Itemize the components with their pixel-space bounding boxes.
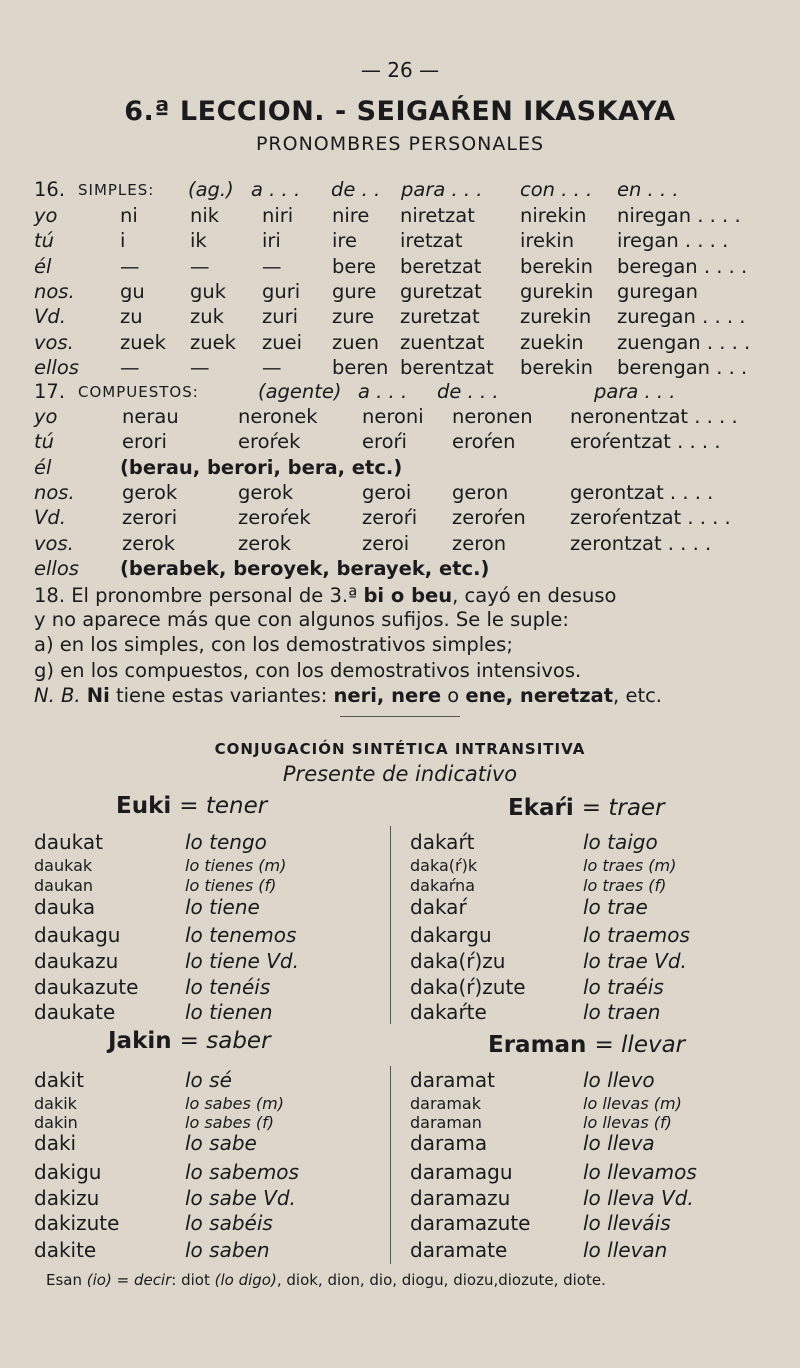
- pronoun-cell: zuri: [262, 305, 299, 328]
- pronoun-cell: iregan . . . .: [617, 229, 729, 252]
- verb-gloss: lo tenéis: [185, 975, 271, 999]
- verb-gloss: lo tiene: [185, 895, 260, 919]
- pronoun-cell: ik: [190, 229, 207, 252]
- person-label: tú: [34, 229, 55, 252]
- verb-gloss: lo sabemos: [185, 1160, 299, 1184]
- pronoun-cell: zerok: [122, 532, 176, 555]
- pronoun-cell: neronen: [452, 405, 533, 428]
- verb-form: daramazute: [410, 1211, 531, 1235]
- verb-gloss: lo traen: [583, 1000, 661, 1024]
- pronoun-cell: gurekin: [520, 280, 594, 303]
- pronoun-cell: neronek: [238, 405, 318, 428]
- pronoun-cell: guretzat: [400, 280, 482, 303]
- pronoun-cell: ire: [332, 229, 358, 252]
- verb-gloss: lo tiene Vd.: [185, 949, 299, 973]
- pronoun-cell: zerok: [238, 532, 292, 555]
- person-label: vos.: [34, 532, 74, 555]
- verb-heading-jakin: Jakin = saber: [108, 1028, 271, 1054]
- verb-gloss: lo lleva Vd.: [583, 1186, 694, 1210]
- verb-form: dakaŕna: [410, 876, 475, 895]
- verb-form: dakaŕte: [410, 1000, 487, 1024]
- note-18-line4: g) en los compuestos, con los demostrativos intensivos.: [34, 659, 582, 682]
- verb-gloss: lo tienes (f): [185, 876, 277, 895]
- heading-col: con . . .: [520, 178, 593, 201]
- verb-form: daukazute: [34, 975, 139, 999]
- pronoun-cell: —: [190, 255, 210, 278]
- pronoun-cell: neroni: [362, 405, 424, 428]
- pronoun-cell: zuek: [190, 331, 236, 354]
- pronoun-note: (berau, berori, bera, etc.): [120, 456, 403, 479]
- nota-bene: N. B. Ni tiene estas variantes: neri, nere o ene, neretzat, etc.: [34, 684, 663, 707]
- verb-gloss: lo sabéis: [185, 1211, 273, 1235]
- item-number: 16.: [34, 178, 66, 201]
- verb-form: daukate: [34, 1000, 116, 1024]
- verb-gloss: lo taigo: [583, 830, 658, 854]
- person-label: ellos: [34, 356, 79, 379]
- heading-col: para . . .: [401, 178, 483, 201]
- verb-form: daki: [34, 1131, 77, 1155]
- verb-gloss: lo tienen: [185, 1000, 273, 1024]
- pronoun-cell: berekin: [520, 356, 594, 379]
- verb-form: dakaŕt: [410, 830, 475, 854]
- pronoun-cell: berengan . . .: [617, 356, 748, 379]
- pronoun-cell: zeroŕi: [362, 506, 418, 529]
- verb-gloss: lo saben: [185, 1238, 270, 1262]
- page-number: — 26 —: [360, 58, 440, 82]
- heading-col: en . . .: [617, 178, 679, 201]
- verb-gloss: lo llevamos: [583, 1160, 697, 1184]
- verb-gloss: lo tienes (m): [185, 856, 287, 875]
- pronoun-cell: berentzat: [400, 356, 494, 379]
- verb-heading-euki: Euki = tener: [116, 793, 268, 819]
- pronoun-cell: nerau: [122, 405, 179, 428]
- verb-gloss: lo sabes (m): [185, 1094, 284, 1113]
- column-divider: [390, 1066, 391, 1264]
- pronoun-cell: beretzat: [400, 255, 482, 278]
- verb-gloss: lo sabes (f): [185, 1113, 274, 1132]
- heading-label: COMPUESTOS:: [78, 383, 199, 401]
- pronoun-cell: zerori: [122, 506, 178, 529]
- verb-form: daukagu: [34, 923, 121, 947]
- pronoun-cell: zu: [120, 305, 143, 328]
- verb-gloss: lo traes (f): [583, 876, 667, 895]
- pronoun-cell: gerontzat . . . .: [570, 481, 714, 504]
- heading-col: de . . .: [437, 380, 499, 403]
- pronoun-cell: eroŕi: [362, 430, 407, 453]
- pronoun-cell: iri: [262, 229, 281, 252]
- note-18-line3: a) en los simples, con los demostrativos simples;: [34, 633, 513, 656]
- pronoun-cell: guregan: [617, 280, 699, 303]
- verb-form: daramazu: [410, 1186, 511, 1210]
- tense-heading: Presente de indicativo: [282, 762, 518, 786]
- pronoun-cell: eroŕek: [238, 430, 301, 453]
- footer-note: Esan (io) = decir: diot (lo digo), diok, dion, dio, diogu, diozu,diozute, diote.: [46, 1271, 606, 1289]
- verb-gloss: lo llevas (m): [583, 1094, 682, 1113]
- pronoun-cell: guk: [190, 280, 227, 303]
- person-label: él: [34, 255, 52, 278]
- verb-heading-eraman: Eraman = llevar: [488, 1032, 686, 1058]
- pronoun-cell: zuek: [120, 331, 166, 354]
- pronoun-cell: i: [120, 229, 126, 252]
- verb-gloss: lo sabe: [185, 1131, 257, 1155]
- pronoun-cell: nirekin: [520, 204, 587, 227]
- verb-gloss: lo trae: [583, 895, 648, 919]
- person-label: nos.: [34, 280, 75, 303]
- pronoun-cell: zure: [332, 305, 375, 328]
- pronoun-cell: gure: [332, 280, 377, 303]
- verb-gloss: lo llevo: [583, 1068, 655, 1092]
- verb-gloss: lo traéis: [583, 975, 664, 999]
- pronoun-cell: nik: [190, 204, 220, 227]
- person-label: yo: [34, 405, 58, 428]
- verb-heading-ekari: Ekaŕi = traer: [508, 795, 665, 821]
- verb-form: dauka: [34, 895, 96, 919]
- verb-form: daka(ŕ)k: [410, 856, 478, 875]
- pronoun-cell: irekin: [520, 229, 575, 252]
- pronoun-cell: geron: [452, 481, 509, 504]
- pronoun-cell: —: [262, 356, 282, 379]
- pronoun-cell: zuentzat: [400, 331, 485, 354]
- heading-col: (ag.): [188, 178, 234, 201]
- pronoun-cell: niri: [262, 204, 294, 227]
- verb-form: daramat: [410, 1068, 496, 1092]
- verb-form: dakizu: [34, 1186, 100, 1210]
- verb-form: dakit: [34, 1068, 84, 1092]
- pronoun-cell: niretzat: [400, 204, 475, 227]
- heading-col: para . . .: [594, 380, 676, 403]
- person-label: él: [34, 456, 52, 479]
- pronoun-note: (berabek, beroyek, berayek, etc.): [120, 557, 490, 580]
- person-label: yo: [34, 204, 58, 227]
- pronoun-cell: zeroŕen: [452, 506, 526, 529]
- verb-gloss: lo traemos: [583, 923, 690, 947]
- verb-form: dakik: [34, 1094, 77, 1113]
- heading-col: a . . .: [358, 380, 408, 403]
- pronoun-cell: —: [262, 255, 282, 278]
- verb-form: darama: [410, 1131, 488, 1155]
- pronoun-cell: —: [120, 255, 140, 278]
- pronoun-cell: zeroŕek: [238, 506, 311, 529]
- pronoun-cell: bere: [332, 255, 376, 278]
- pronoun-cell: zuekin: [520, 331, 584, 354]
- pronoun-cell: geroi: [362, 481, 412, 504]
- pronoun-cell: zuen: [332, 331, 379, 354]
- person-label: tú: [34, 430, 55, 453]
- verb-form: daramak: [410, 1094, 481, 1113]
- person-label: Vd.: [34, 506, 66, 529]
- pronoun-cell: gerok: [122, 481, 178, 504]
- pronoun-cell: zeroi: [362, 532, 410, 555]
- conjugation-heading: CONJUGACIÓN SINTÉTICA INTRANSITIVA: [214, 740, 586, 758]
- pronoun-cell: zurekin: [520, 305, 592, 328]
- pronoun-cell: zerontzat . . . .: [570, 532, 712, 555]
- heading-col: a . . .: [251, 178, 301, 201]
- pronoun-cell: gerok: [238, 481, 294, 504]
- pronoun-cell: nire: [332, 204, 370, 227]
- pronoun-cell: eroŕen: [452, 430, 516, 453]
- verb-form: daramagu: [410, 1160, 513, 1184]
- pronoun-cell: —: [190, 356, 210, 379]
- pronoun-cell: neronentzat . . . .: [570, 405, 738, 428]
- verb-form: daukazu: [34, 949, 119, 973]
- person-label: vos.: [34, 331, 74, 354]
- pronoun-cell: zuretzat: [400, 305, 480, 328]
- verb-gloss: lo trae Vd.: [583, 949, 687, 973]
- heading-col: (agente): [258, 380, 342, 403]
- verb-form: dakaŕ: [410, 895, 467, 919]
- pronoun-cell: niregan . . . .: [617, 204, 741, 227]
- verb-gloss: lo lleváis: [583, 1211, 671, 1235]
- pronoun-cell: zeroŕentzat . . . .: [570, 506, 731, 529]
- verb-gloss: lo llevas (f): [583, 1113, 672, 1132]
- verb-form: dakigu: [34, 1160, 102, 1184]
- verb-gloss: lo lleva: [583, 1131, 655, 1155]
- verb-form: daraman: [410, 1113, 482, 1132]
- note-18-line2: y no aparece más que con algunos sufijos. Se le suple:: [34, 608, 569, 631]
- verb-form: daukat: [34, 830, 103, 854]
- person-label: Vd.: [34, 305, 66, 328]
- verb-form: dakin: [34, 1113, 78, 1132]
- verb-form: daramate: [410, 1238, 508, 1262]
- verb-gloss: lo sé: [185, 1068, 232, 1092]
- verb-gloss: lo traes (m): [583, 856, 677, 875]
- pronoun-cell: zuk: [190, 305, 224, 328]
- pronoun-cell: berekin: [520, 255, 594, 278]
- verb-gloss: lo sabe Vd.: [185, 1186, 296, 1210]
- verb-form: daukan: [34, 876, 94, 895]
- heading-label: SIMPLES:: [78, 181, 155, 199]
- pronoun-cell: guri: [262, 280, 301, 303]
- pronoun-cell: ni: [120, 204, 138, 227]
- verb-form: daka(ŕ)zu: [410, 949, 506, 973]
- pronoun-cell: —: [120, 356, 140, 379]
- lesson-title: 6.ª LECCION. - SEIGAŔEN IKASKAYA: [124, 96, 676, 127]
- pronoun-cell: zuengan . . . .: [617, 331, 751, 354]
- section-subtitle: PRONOMBRES PERSONALES: [255, 133, 545, 155]
- verb-form: daka(ŕ)zute: [410, 975, 526, 999]
- pronoun-cell: zuregan . . . .: [617, 305, 746, 328]
- pronoun-cell: zeron: [452, 532, 507, 555]
- verb-form: dakargu: [410, 923, 492, 947]
- verb-form: dakizute: [34, 1211, 120, 1235]
- verb-form: dakite: [34, 1238, 97, 1262]
- verb-gloss: lo llevan: [583, 1238, 668, 1262]
- pronoun-cell: beren: [332, 356, 389, 379]
- pronoun-cell: gu: [120, 280, 145, 303]
- pronoun-cell: eroŕentzat . . . .: [570, 430, 721, 453]
- pronoun-cell: beregan . . . .: [617, 255, 748, 278]
- pronoun-cell: iretzat: [400, 229, 463, 252]
- pronoun-cell: erori: [122, 430, 167, 453]
- verb-form: daukak: [34, 856, 93, 875]
- note-18-line1: 18. El pronombre personal de 3.ª bi o beu, cayó en desuso: [34, 584, 617, 607]
- verb-gloss: lo tengo: [185, 830, 267, 854]
- person-label: ellos: [34, 557, 79, 580]
- divider: [340, 716, 460, 717]
- column-divider: [390, 826, 391, 1024]
- item-number: 17.: [34, 380, 66, 403]
- pronoun-cell: zuei: [262, 331, 303, 354]
- person-label: nos.: [34, 481, 75, 504]
- verb-gloss: lo tenemos: [185, 923, 297, 947]
- heading-col: de . .: [331, 178, 381, 201]
